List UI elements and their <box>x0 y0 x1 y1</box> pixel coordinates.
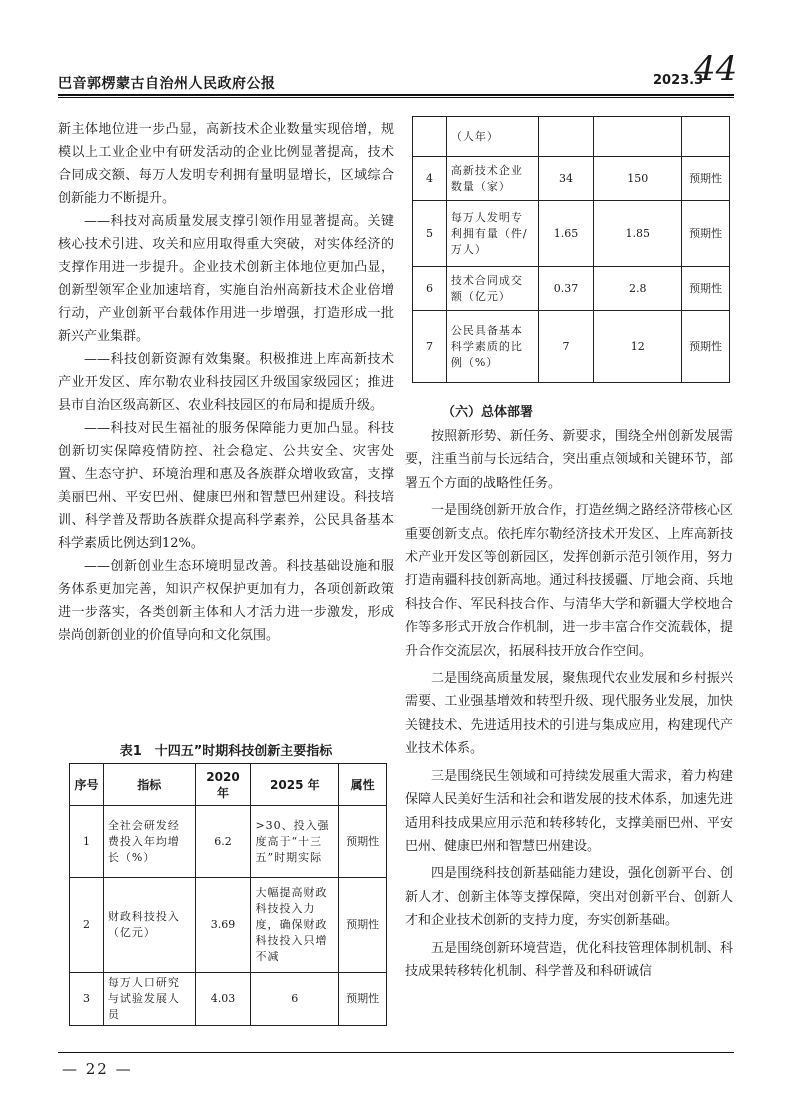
indicator-table <box>69 763 387 1026</box>
cell-indicator: 财政科技投入（亿元） <box>103 878 195 973</box>
cell-2025: 大幅提高财政科技投入力度，确保财政科技投入只增不减 <box>251 878 339 973</box>
cell-2020: 34 <box>538 157 594 201</box>
header-no: 序号 <box>70 764 104 806</box>
body-paragraph: 二是围绕高质量发展，聚焦现代农业发展和乡村振兴需要、工业强基增效和转型升级、现代服务业发展，加快关键技术、先进适用技术的引进与集成应用，构建现代产业技术体系。 <box>405 671 733 757</box>
table-header-row <box>70 764 387 806</box>
cell-2020: 3.69 <box>195 878 251 973</box>
cell-2020: 4.03 <box>195 973 251 1026</box>
cell-2020 <box>538 117 594 157</box>
indicator-table-continued <box>412 116 730 383</box>
body-paragraph: 新主体地位进一步凸显，高新技术企业数量实现倍增，规模以上工业企业中有研发活动的企业比例显著提高，技术合同成交额、每万人发明专利拥有量明显增长，区域综合创新能力不断提升。 <box>58 122 394 206</box>
cell-indicator: 高新技术企业数量（家） <box>446 157 538 201</box>
cell-attribute: 预期性 <box>682 157 730 201</box>
body-paragraph: 三是围绕民生领域和可持续发展重大需求，着力构建保障人民美好生活和社会和谐发展的技术体系，加速先进适用科技成果应用示范和转移转化，支撑美丽巴州、平安巴州、健康巴州和智慧巴州建设。 <box>405 768 733 854</box>
body-paragraph: 一是围绕创新开放合作，打造丝绸之路经济带核心区重要创新支点。依托库尔勒经济技术开发区、上库高新技术产业开发区等创新园区，发挥创新示范引领作用，努力打造南疆科技创新高地。通过科技援疆、厅地会商、兵地科技合作、军民科技合作、与清华大学和新疆大学校地合作等多形式开放合作机制，进一步丰富合作交流载体，提升合作交流层次，拓展科技开放合作空间。 <box>405 503 733 659</box>
cell-indicator: 技术合同成交额（亿元） <box>446 267 538 311</box>
cell-no: 5 <box>413 201 447 267</box>
body-paragraph: ——科技对民生福祉的服务保障能力更加凸显。科技创新切实保障疫情防控、社会稳定、公共安全、灾害处置、生态守护、环境治理和惠及各族群众增收致富，支撑美丽巴州、平安巴州、健康巴州和智慧巴州建设。科技培训、科学普及帮助各族群众提高科学素养，公民具备基本科学素质比例达到12%。 <box>58 421 394 551</box>
cell-2020: 1.65 <box>538 201 594 267</box>
header-rule-thin <box>58 97 734 98</box>
page-number: — 22 — <box>62 1060 133 1078</box>
cell-2025: >30、投入强度高于“十三五”时期实际 <box>251 806 339 878</box>
cell-no: 4 <box>413 157 447 201</box>
cell-indicator: 每万人口研究与试验发展人员 <box>103 973 195 1026</box>
header-rule <box>58 94 734 96</box>
table-row <box>70 973 387 1026</box>
left-column <box>58 118 394 647</box>
body-paragraph: 五是围绕创新环境营造，优化科技管理体制机制、科技成果转移转化机制、科学普及和科研诚信 <box>405 940 733 979</box>
cell-2025: 150 <box>594 157 682 201</box>
cell-indicator: （人年） <box>446 117 538 157</box>
cell-attribute: 预期性 <box>339 806 387 878</box>
table-row <box>70 806 387 878</box>
body-paragraph: 按照新形势、新任务、新要求，围绕全州创新发展需要，注重当前与长远结合，突出重点领域和关键环节，部署五个方面的战略性任务。 <box>405 429 733 491</box>
table-caption: 表1 十四五”时期科技创新主要指标 <box>119 744 333 759</box>
cell-attribute <box>682 117 730 157</box>
cell-2020: 0.37 <box>538 267 594 311</box>
table-row-continuation <box>413 117 730 157</box>
cell-attribute: 预期性 <box>339 878 387 973</box>
cell-attribute: 预期性 <box>682 201 730 267</box>
body-paragraph: ——创新创业生态环境明显改善。科技基础设施和服务体系更加完善，知识产权保护更加有力，各项创新政策进一步落实，各类创新主体和人才活力进一步激发，形成崇尚创新创业的价值导向和文化氛围。 <box>58 559 394 643</box>
body-paragraph: ——科技创新资源有效集聚。积极推进上库高新技术产业开发区、库尔勒农业科技园区升级国家级园区；推进县市自治区级高新区、农业科技园区的布局和提质升级。 <box>58 352 394 413</box>
table-row <box>413 157 730 201</box>
cell-no: 6 <box>413 267 447 311</box>
body-paragraph: 四是围绕科技创新基础能力建设，强化创新平台、创新人才、创新主体等支撑保障，突出对创新平台、创新人才和企业技术创新的支持力度，夯实创新基础。 <box>405 866 733 929</box>
cell-2025: 2.8 <box>594 267 682 311</box>
cell-attribute: 预期性 <box>339 973 387 1026</box>
right-column <box>405 425 733 987</box>
header-2025: 2025 年 <box>251 764 339 806</box>
section-subheading: （六）总体部署 <box>442 405 534 420</box>
issue-number: 44 <box>694 49 738 89</box>
cell-no <box>413 117 447 157</box>
cell-2025 <box>594 117 682 157</box>
journal-title: 巴音郭楞蒙古自治州人民政府公报 <box>58 76 276 92</box>
cell-2020: 7 <box>538 311 594 383</box>
table-row <box>413 267 730 311</box>
cell-indicator: 全社会研发经费投入年均增长（%） <box>103 806 195 878</box>
header-2020: 2020 年 <box>195 764 251 806</box>
header-indicator: 指标 <box>103 764 195 806</box>
cell-2020: 6.2 <box>195 806 251 878</box>
footer-rule <box>58 1052 734 1053</box>
cell-no: 2 <box>70 878 104 973</box>
cell-no: 7 <box>413 311 447 383</box>
table-row <box>70 878 387 973</box>
table-row <box>413 201 730 267</box>
cell-attribute: 预期性 <box>682 267 730 311</box>
issue-date: 2023.3 <box>653 73 704 88</box>
cell-no: 3 <box>70 973 104 1026</box>
body-paragraph: ——科技对高质量发展支撑引领作用显著提高。关键核心技术引进、攻关和应用取得重大突破，对实体经济的支撑作用进一步提升。企业技术创新主体地位更加凸显，创新型领军企业加速培育，实施自治州高新技术企业倍增行动，产业创新平台载体作用进一步增强，打造形成一批新兴产业集群。 <box>58 214 394 344</box>
cell-indicator: 每万人发明专利拥有量（件/万人） <box>446 201 538 267</box>
cell-2025: 12 <box>594 311 682 383</box>
table-row <box>413 311 730 383</box>
cell-2025: 6 <box>251 973 339 1026</box>
cell-2025: 1.85 <box>594 201 682 267</box>
cell-indicator: 公民具备基本科学素质的比例（%） <box>446 311 538 383</box>
cell-attribute: 预期性 <box>682 311 730 383</box>
header-attribute: 属性 <box>339 764 387 806</box>
cell-no: 1 <box>70 806 104 878</box>
